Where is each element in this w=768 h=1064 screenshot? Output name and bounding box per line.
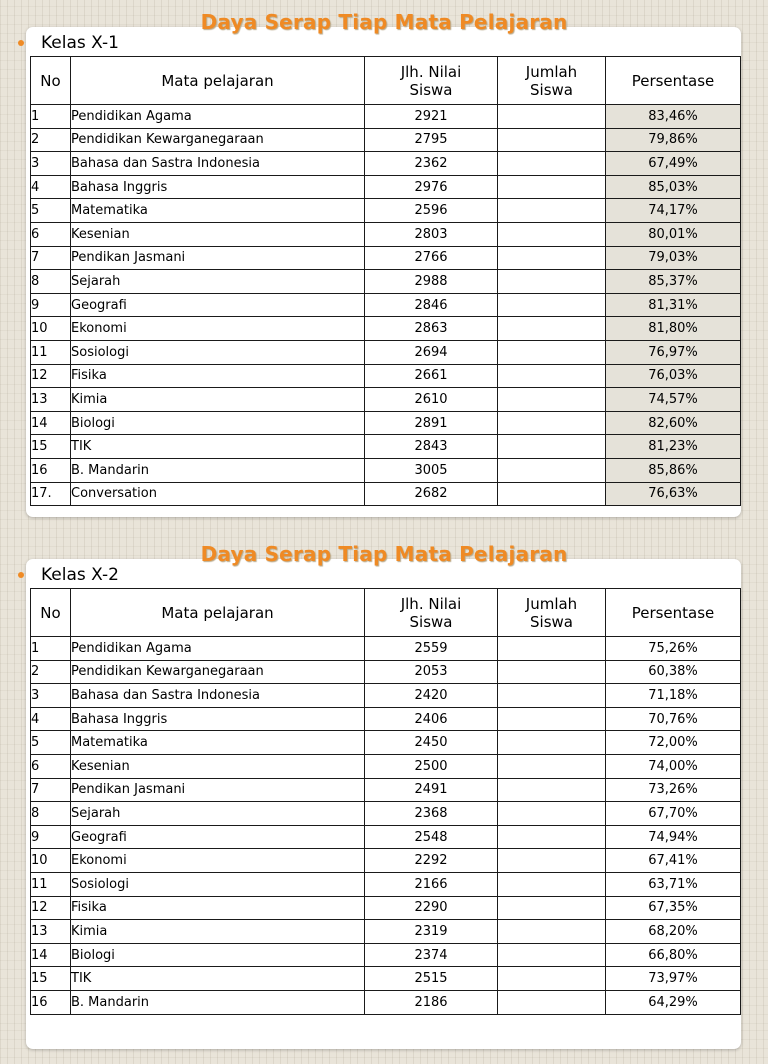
student-count <box>498 943 606 967</box>
row-number: 6 <box>31 222 71 246</box>
total-score: 2500 <box>365 754 498 778</box>
row-number: 9 <box>31 293 71 317</box>
student-count <box>498 482 606 506</box>
total-score: 2450 <box>365 731 498 755</box>
table-row <box>31 458 741 482</box>
percentage: 79,03% <box>606 246 741 270</box>
table-row <box>31 435 741 459</box>
subject-name: Ekonomi <box>71 317 365 341</box>
percentage: 67,70% <box>606 802 741 826</box>
header-subject: Mata pelajaran <box>71 589 365 637</box>
table-row <box>31 175 741 199</box>
header-count-line2: Siswa <box>530 612 573 631</box>
percentage: 74,17% <box>606 199 741 223</box>
student-count <box>498 175 606 199</box>
total-score: 2368 <box>365 802 498 826</box>
percentage: 60,38% <box>606 660 741 684</box>
student-count <box>498 731 606 755</box>
header-percent: Persentase <box>606 57 741 105</box>
percentage: 71,18% <box>606 684 741 708</box>
table-row <box>31 872 741 896</box>
total-score: 2374 <box>365 943 498 967</box>
header-count <box>498 589 606 637</box>
subject-name: Bahasa Inggris <box>71 707 365 731</box>
row-number: 7 <box>31 778 71 802</box>
student-count <box>498 458 606 482</box>
slide-title: Daya Serap Tiap Mata Pelajaran <box>200 542 568 566</box>
student-count <box>498 754 606 778</box>
table-row <box>31 152 741 176</box>
student-count <box>498 825 606 849</box>
subject-name: Kesenian <box>71 222 365 246</box>
subject-name: Fisika <box>71 896 365 920</box>
student-count <box>498 684 606 708</box>
student-count <box>498 990 606 1014</box>
table-row <box>31 849 741 873</box>
percentage: 67,49% <box>606 152 741 176</box>
row-number: 10 <box>31 849 71 873</box>
bullet-icon <box>18 572 24 578</box>
percentage: 79,86% <box>606 128 741 152</box>
table-row <box>31 222 741 246</box>
table-row <box>31 246 741 270</box>
percentage: 74,00% <box>606 754 741 778</box>
row-number: 11 <box>31 340 71 364</box>
table-row <box>31 482 741 506</box>
header-total-line1: Jlh. Nilai <box>400 594 462 613</box>
table-row <box>31 707 741 731</box>
percentage: 74,94% <box>606 825 741 849</box>
subject-name: Matematika <box>71 199 365 223</box>
row-number: 12 <box>31 364 71 388</box>
subject-name: Biologi <box>71 943 365 967</box>
student-count <box>498 435 606 459</box>
row-number: 11 <box>31 872 71 896</box>
header-total <box>365 57 498 105</box>
table-row <box>31 731 741 755</box>
percentage: 67,35% <box>606 896 741 920</box>
table-row <box>31 128 741 152</box>
row-number: 16 <box>31 990 71 1014</box>
header-no: No <box>31 589 71 637</box>
subject-name: Bahasa Inggris <box>71 175 365 199</box>
total-score: 2491 <box>365 778 498 802</box>
row-number: 13 <box>31 920 71 944</box>
subject-name: Pendidikan Kewarganegaraan <box>71 128 365 152</box>
subject-name: Bahasa dan Sastra Indonesia <box>71 152 365 176</box>
class-label: Kelas X-1 <box>41 33 119 53</box>
student-count <box>498 896 606 920</box>
table-row <box>31 990 741 1014</box>
percentage: 81,31% <box>606 293 741 317</box>
student-count <box>498 872 606 896</box>
header-total-line2: Siswa <box>409 80 453 99</box>
total-score: 2053 <box>365 660 498 684</box>
bullet-icon <box>18 40 24 46</box>
subject-name: Geografi <box>71 293 365 317</box>
student-count <box>498 388 606 412</box>
student-count <box>498 707 606 731</box>
table-row <box>31 388 741 412</box>
row-number: 2 <box>31 660 71 684</box>
percentage: 76,97% <box>606 340 741 364</box>
percentage: 73,97% <box>606 967 741 991</box>
total-score: 2166 <box>365 872 498 896</box>
total-score: 2682 <box>365 482 498 506</box>
student-count <box>498 246 606 270</box>
percentage: 68,20% <box>606 920 741 944</box>
student-count <box>498 967 606 991</box>
table-row <box>31 637 741 661</box>
subject-name: Kesenian <box>71 754 365 778</box>
subject-name: B. Mandarin <box>71 458 365 482</box>
table-header-row <box>31 57 741 105</box>
total-score: 2795 <box>365 128 498 152</box>
row-number: 14 <box>31 943 71 967</box>
table-row <box>31 967 741 991</box>
row-number: 15 <box>31 435 71 459</box>
subject-name: Matematika <box>71 731 365 755</box>
header-count-line2: Siswa <box>530 80 573 99</box>
header-count <box>498 57 606 105</box>
subject-name: Pendidikan Agama <box>71 105 365 129</box>
table-row <box>31 660 741 684</box>
total-score: 2406 <box>365 707 498 731</box>
percentage: 72,00% <box>606 731 741 755</box>
student-count <box>498 317 606 341</box>
percentage: 82,60% <box>606 411 741 435</box>
total-score: 2921 <box>365 105 498 129</box>
student-count <box>498 152 606 176</box>
row-number: 1 <box>31 105 71 129</box>
subject-name: Geografi <box>71 825 365 849</box>
subject-name: Sosiologi <box>71 340 365 364</box>
total-score: 2976 <box>365 175 498 199</box>
subject-name: Sosiologi <box>71 872 365 896</box>
subject-name: B. Mandarin <box>71 990 365 1014</box>
subject-name: TIK <box>71 435 365 459</box>
subject-name: Conversation <box>71 482 365 506</box>
header-count-line1: Jumlah <box>525 62 578 81</box>
table-row <box>31 943 741 967</box>
row-number: 3 <box>31 152 71 176</box>
percentage: 85,03% <box>606 175 741 199</box>
student-count <box>498 340 606 364</box>
student-count <box>498 778 606 802</box>
row-number: 17. <box>31 482 71 506</box>
total-score: 2548 <box>365 825 498 849</box>
table-row <box>31 684 741 708</box>
slide-kelas-x2 <box>0 532 768 1064</box>
row-number: 16 <box>31 458 71 482</box>
student-count <box>498 637 606 661</box>
subject-name: Pendidikan Kewarganegaraan <box>71 660 365 684</box>
row-number: 4 <box>31 175 71 199</box>
total-score: 2988 <box>365 270 498 294</box>
percentage: 81,80% <box>606 317 741 341</box>
grades-table <box>30 588 741 1015</box>
row-number: 2 <box>31 128 71 152</box>
total-score: 2319 <box>365 920 498 944</box>
total-score: 2843 <box>365 435 498 459</box>
table-row <box>31 754 741 778</box>
percentage: 81,23% <box>606 435 741 459</box>
header-total-line1: Jlh. Nilai <box>400 62 462 81</box>
total-score: 2420 <box>365 684 498 708</box>
table-row <box>31 340 741 364</box>
total-score: 2803 <box>365 222 498 246</box>
percentage: 67,41% <box>606 849 741 873</box>
percentage: 66,80% <box>606 943 741 967</box>
percentage: 63,71% <box>606 872 741 896</box>
row-number: 15 <box>31 967 71 991</box>
student-count <box>498 920 606 944</box>
percentage: 75,26% <box>606 637 741 661</box>
subject-name: Kimia <box>71 920 365 944</box>
total-score: 2292 <box>365 849 498 873</box>
student-count <box>498 364 606 388</box>
student-count <box>498 411 606 435</box>
table-row <box>31 105 741 129</box>
table-row <box>31 778 741 802</box>
table-row <box>31 317 741 341</box>
percentage: 76,63% <box>606 482 741 506</box>
subject-name: Kimia <box>71 388 365 412</box>
total-score: 2694 <box>365 340 498 364</box>
row-number: 12 <box>31 896 71 920</box>
subject-name: Biologi <box>71 411 365 435</box>
row-number: 3 <box>31 684 71 708</box>
grades-table <box>30 56 741 506</box>
subject-name: Fisika <box>71 364 365 388</box>
percentage: 73,26% <box>606 778 741 802</box>
row-number: 5 <box>31 199 71 223</box>
total-score: 2661 <box>365 364 498 388</box>
total-score: 2610 <box>365 388 498 412</box>
student-count <box>498 849 606 873</box>
total-score: 2846 <box>365 293 498 317</box>
total-score: 2515 <box>365 967 498 991</box>
table-body <box>31 105 741 506</box>
total-score: 3005 <box>365 458 498 482</box>
header-subject: Mata pelajaran <box>71 57 365 105</box>
student-count <box>498 270 606 294</box>
header-count-line1: Jumlah <box>525 594 578 613</box>
slide-title: Daya Serap Tiap Mata Pelajaran <box>200 10 568 34</box>
subject-name: Pendidikan Agama <box>71 637 365 661</box>
table-body <box>31 637 741 1015</box>
percentage: 85,37% <box>606 270 741 294</box>
subject-name: Ekonomi <box>71 849 365 873</box>
table-row <box>31 896 741 920</box>
percentage: 70,76% <box>606 707 741 731</box>
row-number: 8 <box>31 802 71 826</box>
row-number: 10 <box>31 317 71 341</box>
total-score: 2596 <box>365 199 498 223</box>
total-score: 2891 <box>365 411 498 435</box>
total-score: 2362 <box>365 152 498 176</box>
header-total-line2: Siswa <box>409 612 453 631</box>
row-number: 7 <box>31 246 71 270</box>
student-count <box>498 802 606 826</box>
subject-name: Sejarah <box>71 802 365 826</box>
row-number: 1 <box>31 637 71 661</box>
subject-name: Bahasa dan Sastra Indonesia <box>71 684 365 708</box>
student-count <box>498 128 606 152</box>
student-count <box>498 199 606 223</box>
row-number: 6 <box>31 754 71 778</box>
row-number: 5 <box>31 731 71 755</box>
total-score: 2766 <box>365 246 498 270</box>
table-row <box>31 802 741 826</box>
subject-name: Sejarah <box>71 270 365 294</box>
subject-name: Pendikan Jasmani <box>71 246 365 270</box>
total-score: 2290 <box>365 896 498 920</box>
student-count <box>498 222 606 246</box>
percentage: 85,86% <box>606 458 741 482</box>
row-number: 8 <box>31 270 71 294</box>
table-row <box>31 364 741 388</box>
table-row <box>31 293 741 317</box>
total-score: 2863 <box>365 317 498 341</box>
subject-name: TIK <box>71 967 365 991</box>
header-no: No <box>31 57 71 105</box>
table-row <box>31 199 741 223</box>
row-number: 4 <box>31 707 71 731</box>
table-row <box>31 920 741 944</box>
total-score: 2186 <box>365 990 498 1014</box>
percentage: 76,03% <box>606 364 741 388</box>
student-count <box>498 105 606 129</box>
student-count <box>498 660 606 684</box>
row-number: 9 <box>31 825 71 849</box>
row-number: 14 <box>31 411 71 435</box>
header-percent: Persentase <box>606 589 741 637</box>
table-row <box>31 411 741 435</box>
percentage: 74,57% <box>606 388 741 412</box>
table-header-row <box>31 589 741 637</box>
subject-name: Pendikan Jasmani <box>71 778 365 802</box>
percentage: 80,01% <box>606 222 741 246</box>
header-total <box>365 589 498 637</box>
percentage: 64,29% <box>606 990 741 1014</box>
percentage: 83,46% <box>606 105 741 129</box>
total-score: 2559 <box>365 637 498 661</box>
student-count <box>498 293 606 317</box>
row-number: 13 <box>31 388 71 412</box>
table-row <box>31 825 741 849</box>
class-label: Kelas X-2 <box>41 565 119 585</box>
table-row <box>31 270 741 294</box>
